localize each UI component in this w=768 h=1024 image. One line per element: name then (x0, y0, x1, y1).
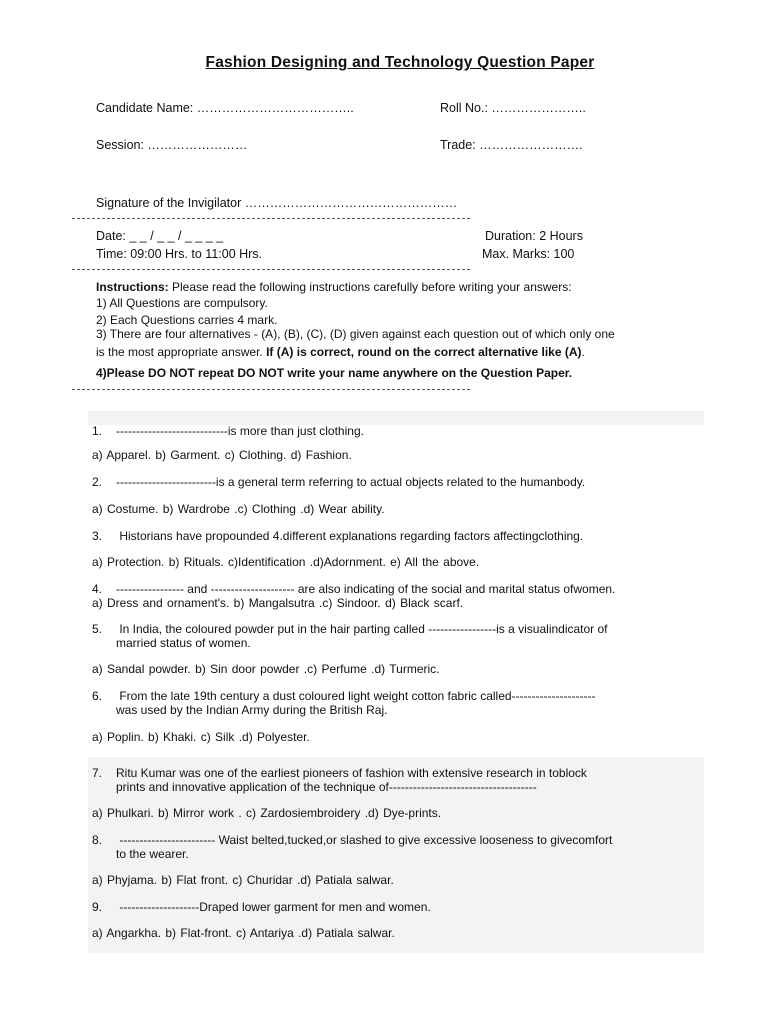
instruction-1: 1) All Questions are compulsory. (96, 296, 268, 310)
divider (72, 218, 470, 219)
candidate-name-field: Candidate Name: ……………………………….. (96, 101, 354, 115)
instructions-intro: Instructions: Please read the following instructions carefully before writing your answers: (96, 280, 572, 294)
time-text: Time: 09:00 Hrs. to 11:00 Hrs. (96, 247, 263, 261)
question-5: 5. In India, the coloured powder put in the hair parting called -----------------is a visualindicator of married status of women. (92, 622, 608, 650)
trade-field: Trade: ……………………. (440, 138, 583, 152)
question-6: 6. From the late 19th century a dust coloured light weight cotton fabric called--------------------- was used by the Indian Army during the British Raj. (92, 689, 596, 717)
instruction-2: 2) Each Questions carries 4 mark. (96, 313, 278, 327)
question-8-options: a) Phyjama. b) Flat front. c) Churidar .d) Patiala salwar. (92, 873, 394, 887)
question-9-options: a) Angarkha. b) Flat-front. c) Antariya .d) Patiala salwar. (92, 926, 395, 940)
question-3-options: a) Protection. b) Rituals. c)Identification .d)Adornment. e) All the above. (92, 555, 480, 569)
roll-no-field: Roll No.: ………………….. (440, 101, 586, 115)
question-6-options: a) Poplin. b) Khaki. c) Silk .d) Polyester. (92, 730, 310, 744)
duration-text: Duration: 2 Hours (485, 229, 583, 243)
divider (72, 269, 470, 270)
shaded-band (88, 411, 704, 425)
date-field: Date: _ _ / _ _ / _ _ _ _ (96, 229, 224, 243)
session-field: Session: …………………… (96, 138, 248, 152)
question-2: 2. -------------------------is a general term referring to actual objects related to the humanbody. (92, 475, 586, 489)
instruction-3-cont: is the most appropriate answer. If (A) is correct, round on the correct alternative like (A). (96, 345, 585, 359)
page-title: Fashion Designing and Technology Question Paper (205, 54, 595, 71)
invigilator-signature-field: Signature of the Invigilator …………………………………………… (96, 196, 458, 210)
question-1-options: a) Apparel. b) Garment. c) Clothing. d) Fashion. (92, 448, 352, 462)
max-marks-text: Max. Marks: 100 (482, 247, 575, 261)
question-7: 7. Ritu Kumar was one of the earliest pioneers of fashion with extensive research in toblock prints and innovative application of the technique of------------------------------------- (92, 766, 587, 794)
question-5-options: a) Sandal powder. b) Sin door powder .c) Perfume .d) Turmeric. (92, 662, 440, 676)
question-4: 4. ----------------- and --------------------- are also indicating of the social and marital status ofwomen. (92, 582, 616, 596)
question-4-options: a) Dress and ornament's. b) Mangalsutra .c) Sindoor. d) Black scarf. (92, 596, 464, 610)
instruction-3: 3) There are four alternatives - (A), (B), (C), (D) given against each question out of which only one (96, 327, 615, 341)
instruction-4: 4)Please DO NOT repeat DO NOT write your name anywhere on the Question Paper. (96, 366, 573, 380)
instructions-heading: Instructions: (96, 280, 169, 294)
divider (72, 389, 470, 390)
question-7-options: a) Phulkari. b) Mirror work . c) Zardosiembroidery .d) Dye-prints. (92, 806, 442, 820)
question-1: 1. ----------------------------is more than just clothing. (92, 424, 364, 438)
question-2-options: a) Costume. b) Wardrobe .c) Clothing .d) Wear ability. (92, 502, 385, 516)
question-3: 3. Historians have propounded 4.different explanations regarding factors affectingclothing. (92, 529, 584, 543)
question-8: 8. ------------------------ Waist belted,tucked,or slashed to give excessive looseness to givecomfort to the wearer. (92, 833, 613, 861)
question-9: 9. --------------------Draped lower garment for men and women. (92, 900, 431, 914)
